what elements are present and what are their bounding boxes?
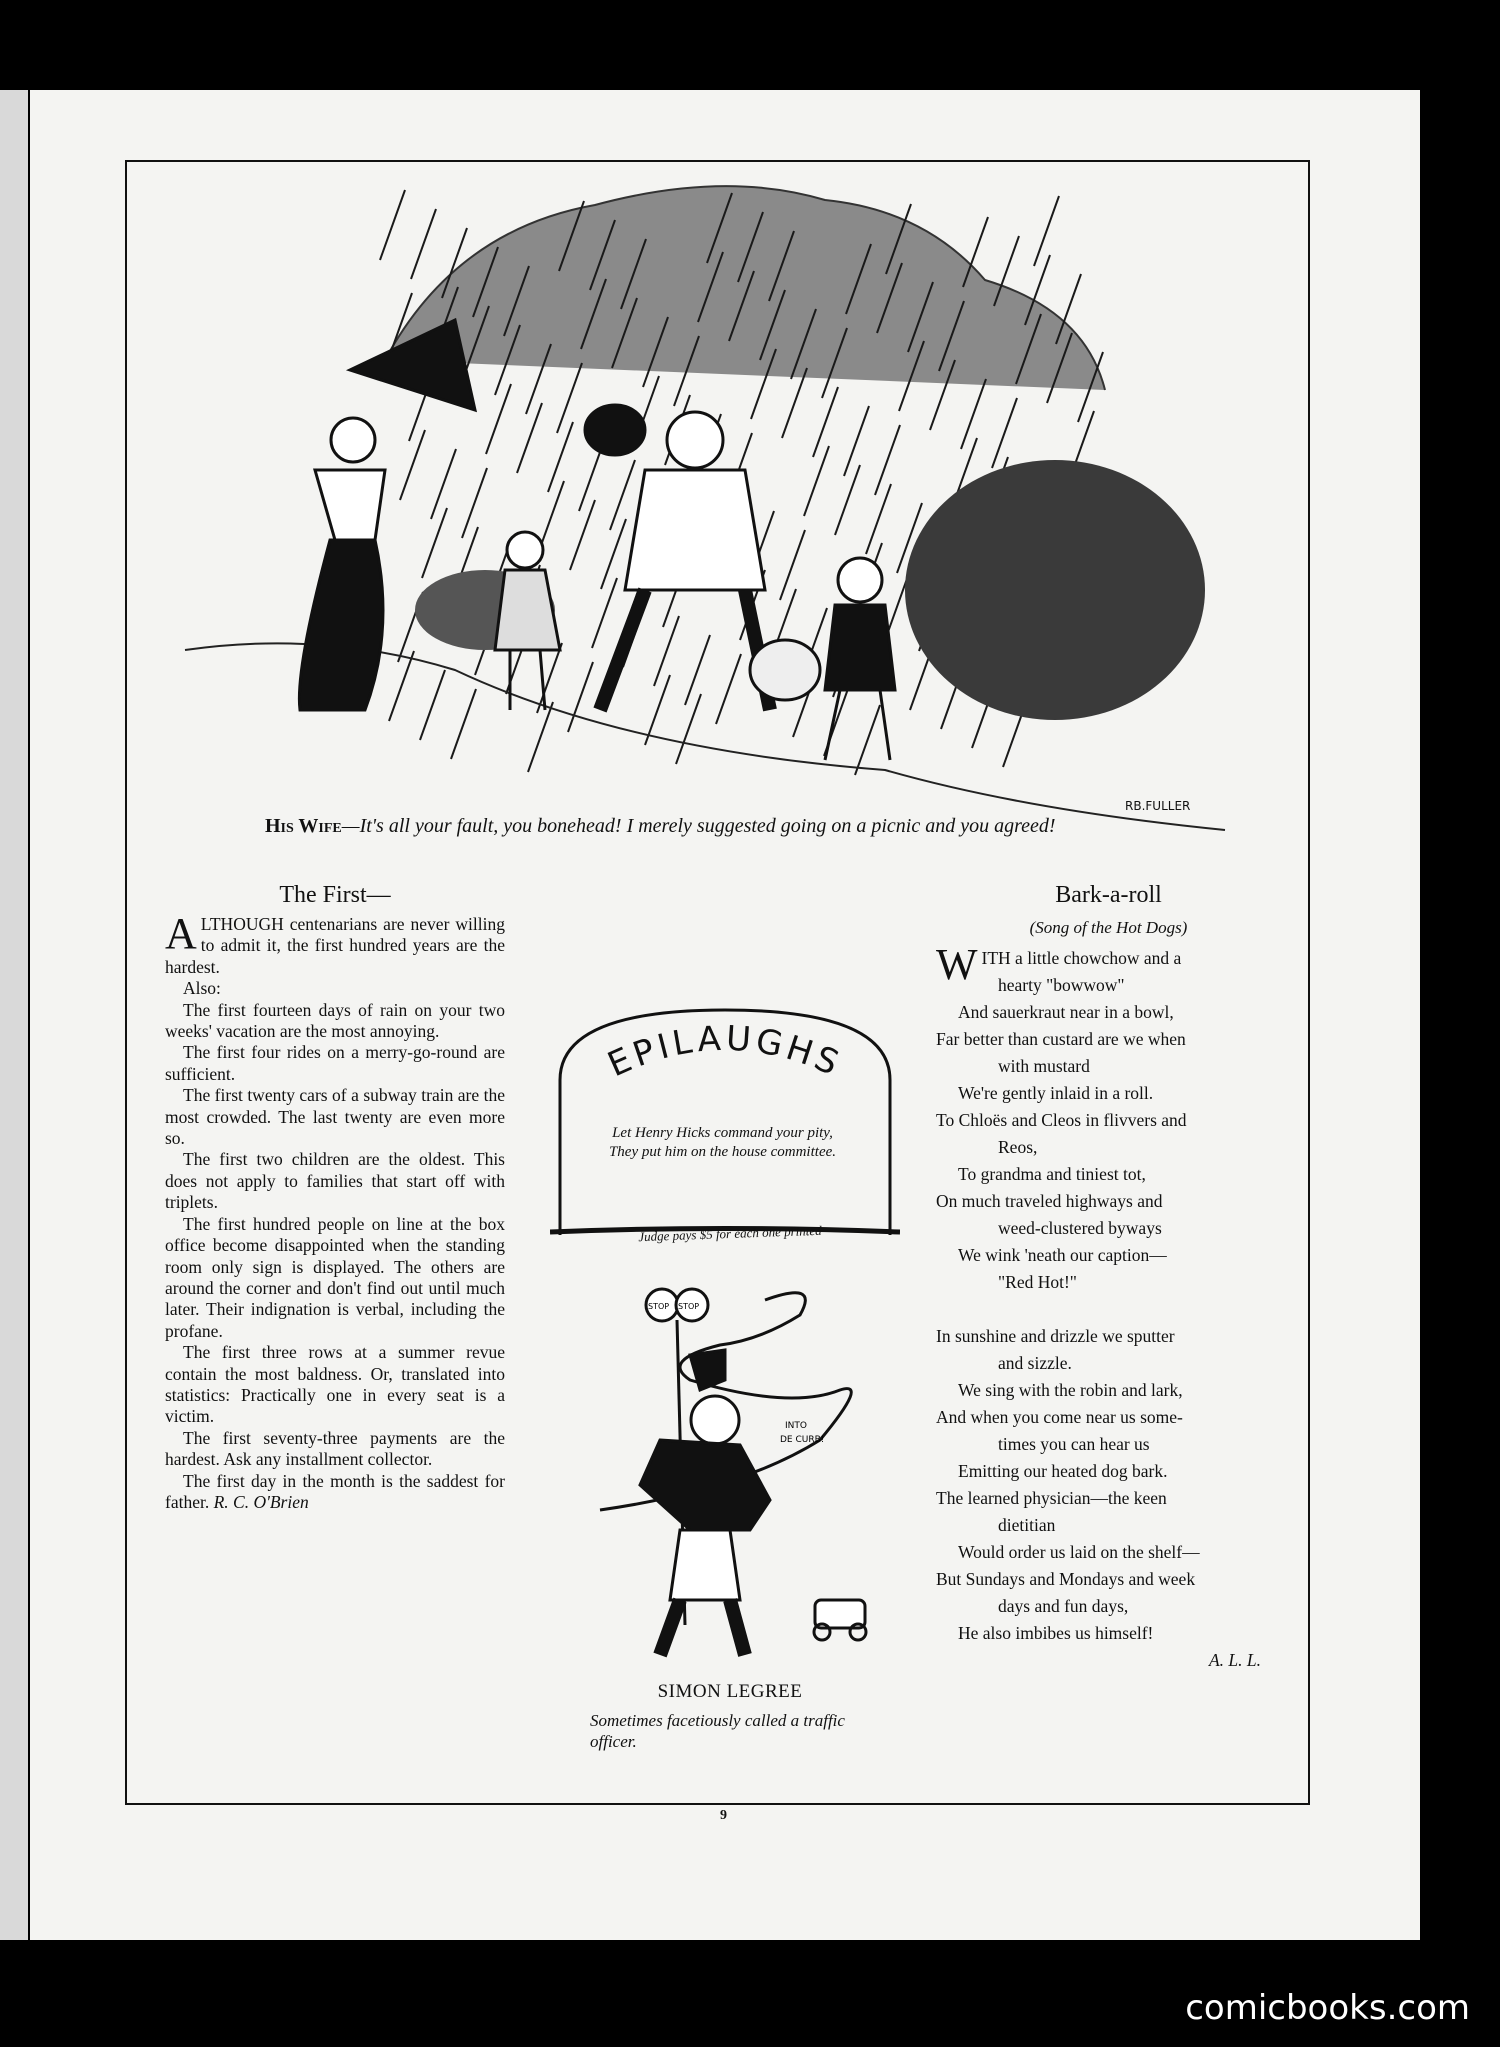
poem-line	[936, 1215, 1281, 1242]
rain-streak	[610, 460, 635, 530]
picnic-rain-illustration	[125, 110, 1240, 870]
rain-streak	[517, 403, 542, 473]
paragraph-text: The first twenty cars of a subway train are the most crowded. The last twenty are even more so.	[165, 1085, 505, 1149]
poem-line	[936, 1134, 1281, 1161]
verse-line: They put him on the house committee.	[608, 1144, 837, 1160]
rain-streak	[411, 209, 436, 279]
article-paragraph	[165, 1214, 505, 1342]
paragraph-text: The first hundred people on line at the box office become disappointed when the standing room only sign is displayed. The others are around the corner and don't find out until much later. Their indignation is verbal, including the profane.	[165, 1213, 505, 1341]
poem-line	[936, 1512, 1281, 1539]
caption-speaker: His Wife	[265, 815, 342, 837]
rain-streak	[875, 425, 900, 495]
poem-body	[936, 940, 1281, 1647]
woman-with-umbrella	[299, 320, 475, 710]
rain-streak	[486, 384, 511, 454]
paragraph-text: The first day in the month is the saddest for father.	[165, 1470, 505, 1512]
cartoon-subtitle: Sometimes facetiously called a traffic officer.	[590, 1711, 845, 1751]
stop-sign-label: STOP	[648, 1302, 670, 1311]
rain-streak	[992, 398, 1017, 468]
rain-streak	[431, 449, 456, 519]
drop-cap: A	[165, 909, 197, 958]
rain-streak	[420, 670, 445, 740]
poem-line	[936, 1404, 1281, 1431]
rain-streak	[780, 530, 805, 600]
poem-subtitle: (Song of the Hot Dogs)	[1029, 918, 1188, 937]
rain-streak	[866, 484, 891, 554]
rain-streak	[568, 662, 593, 732]
poem-line-text: And sauerkraut near in a bowl,	[958, 1002, 1174, 1022]
article-paragraph	[165, 1428, 505, 1471]
rain-streak	[548, 422, 573, 492]
article-paragraph	[165, 1042, 505, 1085]
poem-line	[936, 1188, 1281, 1215]
poem-line-text: hearty "bowwow"	[998, 975, 1125, 995]
poem-line	[936, 1107, 1281, 1134]
drop-cap: W	[936, 940, 978, 989]
article-title: The First—	[279, 882, 391, 908]
poem-line-text: weed-clustered byways	[998, 1218, 1162, 1238]
poem-line-text: And when you come near us some-	[936, 1407, 1183, 1427]
article-paragraph	[165, 978, 505, 999]
rain-streak	[380, 190, 405, 260]
poem-line-text: days and fun days,	[998, 1596, 1129, 1616]
poem-line-text: We sing with the robin and lark,	[958, 1380, 1183, 1400]
rain-streak	[782, 368, 807, 438]
rain-streak	[451, 689, 476, 759]
rain-streak	[422, 508, 447, 578]
rain-streak	[716, 654, 741, 724]
poem-line	[936, 1323, 1281, 1350]
boy-with-basket	[750, 558, 895, 760]
poem-line-text: In sunshine and drizzle we sputter	[936, 1326, 1175, 1346]
site-watermark: comicbooks.com	[1185, 1988, 1470, 2028]
speech-line: INTO	[785, 1421, 807, 1431]
traffic-officer-cartoon	[540, 1270, 920, 1670]
poem-line	[936, 1485, 1281, 1512]
rain-streak	[804, 446, 829, 516]
poem-bark-a-roll	[936, 880, 1281, 1674]
rain-streak	[462, 468, 487, 538]
stanza-break	[936, 1296, 1281, 1323]
poem-line-text: Far better than custard are we when	[936, 1029, 1186, 1049]
poem-line	[936, 1593, 1281, 1620]
poem-line-text: with mustard	[998, 1056, 1090, 1076]
stop-sign-label: STOP	[678, 1302, 700, 1311]
poem-line-text: dietitian	[998, 1515, 1056, 1535]
paragraph-text: The first seventy-three payments are the hardest. Ask any installment collector.	[165, 1427, 505, 1470]
poem-line-text: He also imbibes us himself!	[958, 1623, 1154, 1643]
poem-line-text: Would order us laid on the shelf—	[958, 1542, 1200, 1562]
paragraph-text: The first four rides on a merry-go-round are sufficient.	[165, 1042, 505, 1084]
rain-streak	[835, 465, 860, 535]
poem-line-text: and sizzle.	[998, 1353, 1072, 1373]
poem-line	[936, 1431, 1281, 1458]
poem-line	[936, 1080, 1281, 1107]
poem-line-text: To Chloës and Cleos in flivvers and	[936, 1110, 1187, 1130]
article-paragraph	[165, 909, 505, 978]
poem-line	[936, 1566, 1281, 1593]
poem-line-text: ITH a little chowchow and a	[981, 948, 1182, 968]
poem-line-text: But Sundays and Mondays and week	[936, 1569, 1196, 1589]
poem-title: Bark-a-roll	[1055, 882, 1162, 908]
speech-line: DE CURB!	[780, 1435, 825, 1445]
rain-streak	[592, 578, 617, 648]
epilaughs-tombstone	[550, 1000, 900, 1240]
poem-line	[936, 1350, 1281, 1377]
article-author: R. C. O'Brien	[209, 1491, 309, 1512]
article-paragraph	[165, 1471, 505, 1514]
article-paragraph	[165, 1000, 505, 1043]
epilaughs-verse	[550, 1124, 895, 1162]
rain-streak	[676, 694, 701, 764]
poem-line	[936, 1458, 1281, 1485]
rain-streak	[855, 705, 880, 775]
poem-line-text: Reos,	[998, 1137, 1038, 1157]
epilaughs-title: EPILAUGHS	[601, 1018, 849, 1086]
poem-line	[936, 1026, 1281, 1053]
article-paragraph	[165, 1085, 505, 1149]
paragraph-text: The first three rows at a summer revue contain the most baldness. Or, translated into statistics: Practically one in every seat is a victim.	[165, 1342, 505, 1427]
rain-streak	[389, 651, 414, 721]
paragraph-text: The first two children are the oldest. This does not apply to families that start off with triplets.	[165, 1149, 505, 1213]
cartoon-title: SIMON LEGREE	[657, 1681, 803, 1702]
poem-line-text: On much traveled highways and	[936, 1191, 1163, 1211]
poem-line	[936, 1161, 1281, 1188]
rain-streak	[539, 481, 564, 551]
paragraph-text: LTHOUGH centenarians are never willing to admit it, the first hundred years are the hardest.	[165, 914, 505, 977]
page-number: 9	[720, 1808, 727, 1823]
poem-line-text: Emitting our heated dog bark.	[958, 1461, 1168, 1481]
poem-line-text: times you can hear us	[998, 1434, 1150, 1454]
article-paragraph	[165, 1149, 505, 1213]
illustration-caption	[265, 813, 1145, 839]
rain-streak	[570, 500, 595, 570]
rain-streak	[961, 379, 986, 449]
poem-line	[936, 1269, 1281, 1296]
article-body	[165, 909, 505, 1513]
poem-line	[936, 1620, 1281, 1647]
poem-line-text: We wink 'neath our caption—	[958, 1245, 1167, 1265]
adjacent-page-edge	[0, 90, 28, 1940]
artist-signature: RB.FULLER	[1125, 799, 1191, 813]
rain-streak	[400, 430, 425, 500]
paragraph-text: Also:	[183, 978, 221, 999]
svg-text:EPILAUGHS	[602, 1019, 848, 1086]
poem-line	[936, 1539, 1281, 1566]
article-the-first	[165, 880, 505, 1513]
poem-line	[936, 972, 1281, 999]
poem-line	[936, 1242, 1281, 1269]
rain-streak	[844, 406, 869, 476]
verse-line: Let Henry Hicks command your pity,	[612, 1125, 833, 1141]
rain-clouds	[385, 186, 1105, 390]
rain-streak	[601, 519, 626, 589]
rain-streak	[528, 702, 553, 772]
poem-line-text: "Red Hot!"	[998, 1272, 1077, 1292]
paragraph-text: The first fourteen days of rain on your two weeks' vacation are the most annoying.	[165, 999, 505, 1042]
epilaughs-footer: Judge pays $5 for each one printed	[638, 1222, 822, 1245]
rain-streak	[685, 635, 710, 705]
poem-line	[936, 1053, 1281, 1080]
article-paragraph	[165, 1342, 505, 1428]
poem-line-text: To grandma and tiniest tot,	[958, 1164, 1146, 1184]
poem-line-text: The learned physician—the keen	[936, 1488, 1167, 1508]
caption-text: —It's all your fault, you bonehead! I merely suggested going on a picnic and you agreed!	[341, 815, 1056, 837]
poem-line	[936, 999, 1281, 1026]
poem-line-text: We're gently inlaid in a roll.	[958, 1083, 1154, 1103]
rain-streak	[813, 387, 838, 457]
rain-streak	[1034, 196, 1059, 266]
poem-line	[936, 1377, 1281, 1404]
rain-streak	[557, 363, 582, 433]
rain-streak	[654, 616, 679, 686]
poem-author: A. L. L.	[1208, 1650, 1261, 1670]
